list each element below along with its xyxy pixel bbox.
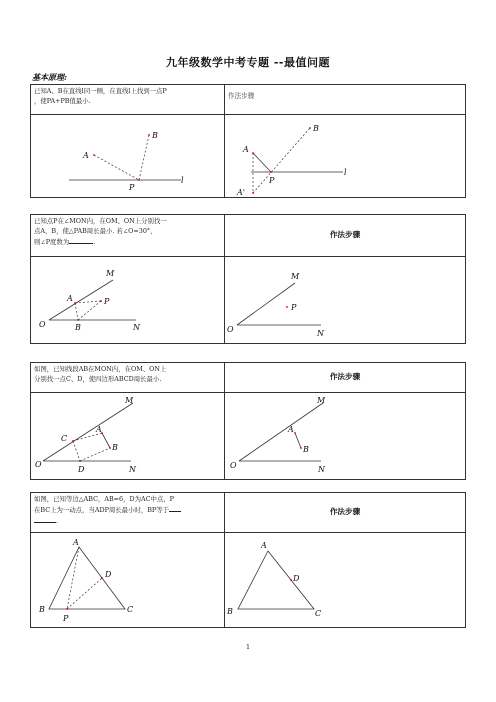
label-a: A: [73, 538, 79, 547]
label-b: B: [152, 131, 158, 140]
problem-1-right-figure-cell: [225, 115, 466, 198]
problem-3-table: [30, 362, 466, 480]
point-d: [79, 460, 81, 462]
point-b: [148, 134, 150, 136]
problem-2-steps-header: [225, 215, 466, 257]
segment-ab: [102, 433, 110, 448]
triangle-abc: [49, 547, 125, 609]
problem-4-line-1: 如图，已知等边△ABC，AB=6，D为AC中点，P: [34, 495, 174, 503]
problem-2-right-figure-cell: [225, 257, 466, 344]
answer-blank-continued[interactable]: [34, 515, 59, 525]
segment-pb: [139, 135, 149, 180]
problem-3-steps-label: 作法步骤: [329, 372, 361, 381]
problem-2-right-figure: [225, 257, 468, 343]
point-p: [270, 171, 272, 173]
problem-2-line-3-tail: .: [93, 238, 96, 246]
label-b: B: [39, 605, 45, 614]
point-d: [290, 579, 292, 581]
problem-2-left-figure-cell: [31, 257, 225, 344]
label-m: M: [317, 396, 326, 405]
point-b: [77, 319, 79, 321]
label-a: A: [83, 151, 89, 160]
problem-1-steps-label: 作法步骤: [228, 92, 255, 100]
answer-blank[interactable]: [169, 504, 181, 512]
label-b: B: [112, 443, 118, 452]
point-p: [286, 306, 288, 308]
segment-ab: [75, 303, 78, 320]
point-c: [72, 440, 74, 442]
point-a: [294, 432, 296, 434]
label-n: N: [318, 465, 325, 474]
label-d: D: [78, 465, 85, 474]
problem-3-left-figure: [31, 393, 224, 479]
label-l: l: [181, 176, 184, 185]
segment-cd: [73, 441, 80, 461]
answer-blank[interactable]: [69, 236, 96, 246]
problem-2-left-figure: [31, 257, 224, 343]
problem-1-left-figure-cell: [31, 115, 225, 198]
label-a: A: [261, 541, 267, 550]
label-b: B: [75, 323, 81, 332]
page-number: 1: [246, 644, 250, 651]
label-p: P: [104, 297, 110, 306]
label-a-prime: A': [237, 188, 245, 197]
page-title: 九年级数学中考专题 --最值问题: [166, 56, 330, 69]
problem-1-line-2: ，使PA+PB值最小.: [34, 97, 91, 105]
point-p: [100, 300, 102, 302]
problem-1-left-figure: [31, 115, 224, 197]
label-c: C: [315, 609, 322, 618]
label-o: O: [230, 461, 237, 470]
problem-4-statement: [31, 493, 225, 533]
point-a: [252, 152, 254, 154]
label-p: P: [129, 183, 135, 192]
problem-4-left-figure-cell: [31, 533, 225, 628]
problem-3-right-figure: [225, 393, 468, 479]
point-b: [300, 447, 302, 449]
problem-1-steps-header: [225, 85, 466, 115]
label-m: M: [125, 396, 134, 405]
problem-2-line-2: 点A、B，使△PAB周长最小. 若∠O=30°，: [34, 227, 157, 235]
label-d: D: [293, 574, 300, 583]
segment-ap: [253, 153, 271, 172]
label-o: O: [227, 325, 234, 334]
point-p: [138, 179, 140, 181]
problem-4-line-2: [34, 504, 221, 515]
problem-3-statement: [31, 363, 225, 393]
label-l: l: [344, 168, 347, 177]
label-a: A: [96, 425, 102, 434]
point-a-prime: [252, 192, 254, 194]
label-b: B: [313, 124, 319, 133]
problem-4-right-figure: [225, 533, 468, 627]
label-a: A: [288, 425, 294, 434]
problem-1-table: [30, 84, 466, 198]
ray-om: [239, 403, 323, 461]
label-n: N: [129, 465, 136, 474]
point-d: [101, 577, 103, 579]
segment-a-prime-b: [253, 128, 310, 193]
segment-db: [80, 448, 110, 461]
label-a: A: [67, 294, 73, 303]
label-o: O: [39, 320, 46, 329]
problem-3-steps-header: [225, 363, 466, 393]
problem-4-table: [30, 492, 466, 628]
point-a: [93, 154, 95, 156]
problem-4-line-2-text: 在BC上为一动点，当ADP周长最小时，BP等于: [34, 506, 169, 514]
problem-4-left-figure: [31, 533, 224, 627]
problem-4-right-figure-cell: [225, 533, 466, 628]
segment-bp: [78, 301, 101, 320]
label-p: P: [291, 303, 297, 312]
label-a: A: [243, 145, 249, 154]
problem-1-right-figure: [225, 115, 468, 197]
triangle-abc: [238, 551, 314, 609]
problem-4-steps-header: [225, 493, 466, 533]
problem-2-line-1: 已知点P在∠MON内，在OM、ON上分别找一: [34, 217, 167, 225]
problem-1-line-1: 已知A、B在直线l同一侧，在直线l上找到一点P: [34, 87, 167, 95]
problem-2-table: [30, 214, 466, 344]
point-p: [66, 608, 68, 610]
label-p: P: [269, 176, 275, 185]
label-n: N: [133, 323, 140, 332]
segment-pa: [94, 155, 139, 180]
ray-om: [43, 403, 133, 461]
problem-2-steps-label: 作法步骤: [329, 230, 361, 239]
problem-1-statement: [31, 85, 225, 115]
problem-3-left-figure-cell: [31, 393, 225, 480]
problem-4-line-3-tail: .: [56, 517, 59, 525]
point-b: [109, 447, 111, 449]
problem-2-statement: [31, 215, 225, 257]
label-c: C: [61, 434, 68, 443]
problem-3-line-1: 如图，已知线段AB在MON内，在OM、ON上: [34, 365, 167, 373]
label-m: M: [291, 272, 300, 281]
label-b: B: [303, 445, 309, 454]
label-p: P: [63, 614, 69, 623]
segment-ca: [73, 433, 102, 441]
problem-3-right-figure-cell: [225, 393, 466, 480]
segment-ab: [295, 433, 301, 448]
problem-2-line-3: [34, 236, 221, 247]
label-b: B: [227, 607, 233, 616]
label-o: O: [35, 460, 42, 469]
label-m: M: [106, 269, 115, 278]
ray-om: [237, 283, 295, 325]
point-a: [74, 302, 76, 304]
problem-3-line-2: 分别找一点C、D，使四边形ABCD周长最小.: [34, 375, 162, 383]
label-n: N: [317, 329, 324, 338]
problem-2-line-3-text: 则∠P度数为: [34, 238, 70, 246]
section-subtitle: 基本原理:: [32, 72, 67, 82]
label-d: D: [105, 570, 112, 579]
point-b: [309, 127, 311, 129]
problem-4-steps-label: 作法步骤: [329, 507, 361, 516]
label-c: C: [127, 605, 134, 614]
problem-4-line-3: [34, 515, 221, 526]
